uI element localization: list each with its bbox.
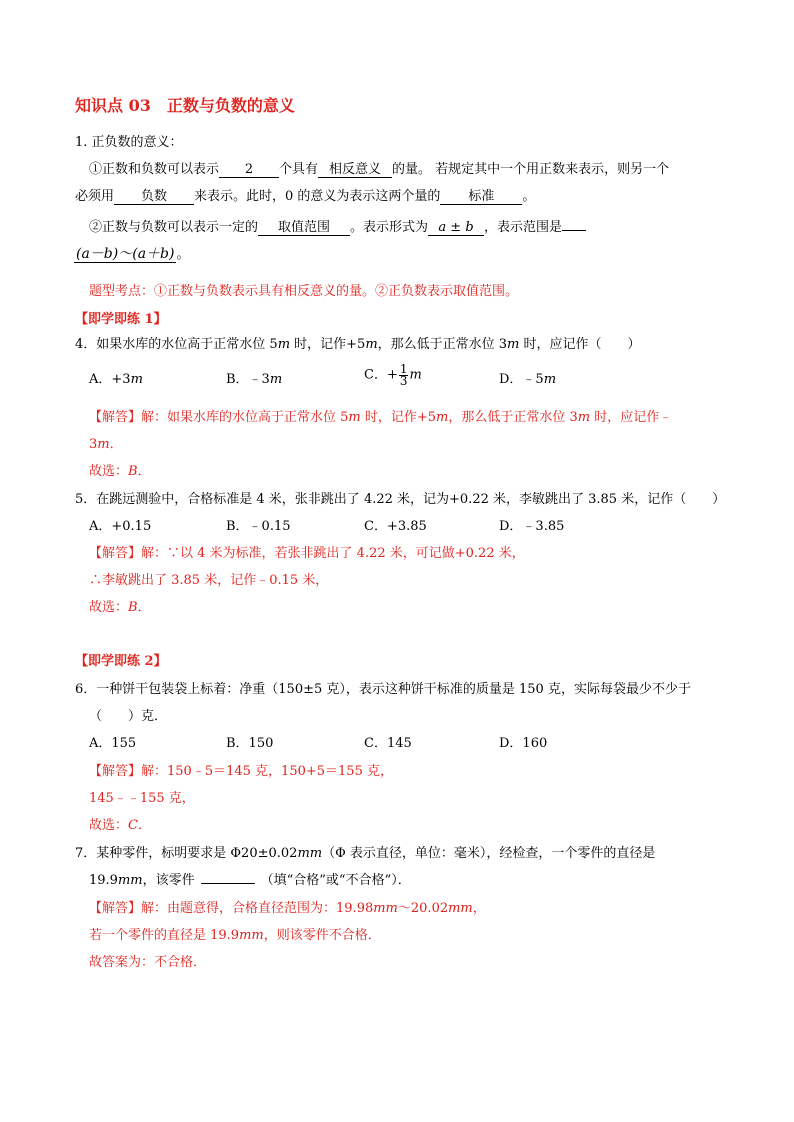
section-title: 知识点 03 正数与负数的意义 [75, 96, 295, 115]
point1-heading: 1. 正负数的意义： [75, 135, 183, 150]
point1-line1: ①正数和负数可以表示 2 个具有 相反意义 的量。 若规定其中一个用正数来表示，则另一个 [89, 162, 670, 177]
q4-option-c[interactable]: C．+ $\frac{1}{3}$ m [364, 362, 422, 388]
fraction-one-third: $\frac{1}{3}$ [399, 362, 408, 388]
q5-option-b[interactable]: B．﹣0.15 [226, 519, 291, 534]
q4-stem: 4．如果水库的水位高于正常水位 5m 时，记作+5m，那么低于正常水位 3m 时，应记作（ ） [75, 337, 641, 352]
point1-line2: 必须用 负数 来表示。此时，0 的意义为表示这两个量的 标准 。 [75, 189, 536, 204]
q5-answer-line2: ∴李敏跳出了 3.85 米，记作﹣0.15 米， [89, 573, 329, 588]
q6-answer-line1: 【解答】解：150﹣5＝145 克，150+5＝155 克， [89, 764, 393, 779]
q4-option-b[interactable]: B．﹣3m [226, 372, 283, 387]
q6-option-c[interactable]: C．145 [364, 736, 412, 751]
q7-answer-line1: 【解答】解：由题意得，合格直径范围为：19.98mm～20.02mm， [89, 901, 486, 916]
blank-range-end [562, 230, 586, 231]
q4-option-d[interactable]: D．﹣5m [499, 372, 557, 387]
q6-option-d[interactable]: D．160 [499, 736, 548, 751]
point1-line4: (a－b)～(a＋b) 。 [76, 246, 190, 262]
q6-option-a[interactable]: A．155 [89, 736, 137, 751]
q6-choice: 故选：C． [89, 818, 151, 833]
q5-option-d[interactable]: D．﹣3.85 [499, 519, 565, 534]
q7-answer-line3: 故答案为：不合格． [89, 955, 207, 970]
blank-negative: 负数 [114, 189, 194, 205]
q4-answer-line2: 3m． [89, 437, 123, 452]
q5-choice: 故选：B． [89, 600, 151, 615]
topic-note: 题型考点：①正数与负数表示具有相反意义的量。②正负数表示取值范围。 [89, 284, 519, 299]
blank-form: a ± b [428, 220, 484, 236]
q5-option-a[interactable]: A．+0.15 [89, 519, 152, 534]
q4-answer-line1: 【解答】解：如果水库的水位高于正常水位 5m 时，记作+5m，那么低于正常水位 3m 时，应记作﹣ [89, 410, 673, 425]
q7-answer-blank[interactable] [201, 883, 255, 884]
blank-range: 取值范围 [258, 220, 350, 236]
q5-answer-line1: 【解答】解：∵以 4 米为标准，若张非跳出了 4.22 米，可记做+0.22 米， [89, 546, 525, 561]
q7-stem-line2: 19.9mm，该零件 （填“合格”或“不合格”）． [89, 873, 411, 888]
q5-option-c[interactable]: C．+3.85 [364, 519, 427, 534]
blank-standard: 标准 [440, 189, 522, 205]
q5-stem: 5．在跳远测验中，合格标准是 4 米，张非跳出了 4.22 米，记为+0.22 米，李敏跳出了 3.85 米，记作（ ） [75, 492, 726, 507]
q6-option-b[interactable]: B．150 [226, 736, 274, 751]
q7-answer-line2: 若一个零件的直径是 19.9mm，则该零件不合格． [89, 928, 381, 943]
blank-opposite: 相反意义 [318, 162, 392, 178]
q4-option-a[interactable]: A．+3m [89, 372, 143, 387]
q6-answer-line2: 145﹣﹣155 克， [89, 791, 195, 806]
q7-stem-line1: 7．某种零件，标明要求是 Φ20±0.02mm（Φ 表示直径，单位：毫米），经检查，一个零件的直径是 [75, 846, 656, 861]
q6-stem-line1: 6．一种饼干包装袋上标着：净重（150±5 克），表示这种饼干标准的质量是 150 克，实际每袋最少不少于 [75, 682, 691, 697]
q4-choice: 故选：B． [89, 464, 151, 479]
point1-line3: ②正数与负数可以表示一定的 取值范围 。表示形式为 a ± b ，表示范围是 [89, 220, 586, 236]
practice1-heading: 【即学即练 1】 [75, 312, 167, 327]
q6-stem-line2: （ ）克． [89, 709, 168, 724]
range-expression: (a－b)～(a＋b) [76, 246, 175, 262]
practice2-heading: 【即学即练 2】 [75, 654, 167, 669]
blank-count: 2 [219, 162, 279, 178]
